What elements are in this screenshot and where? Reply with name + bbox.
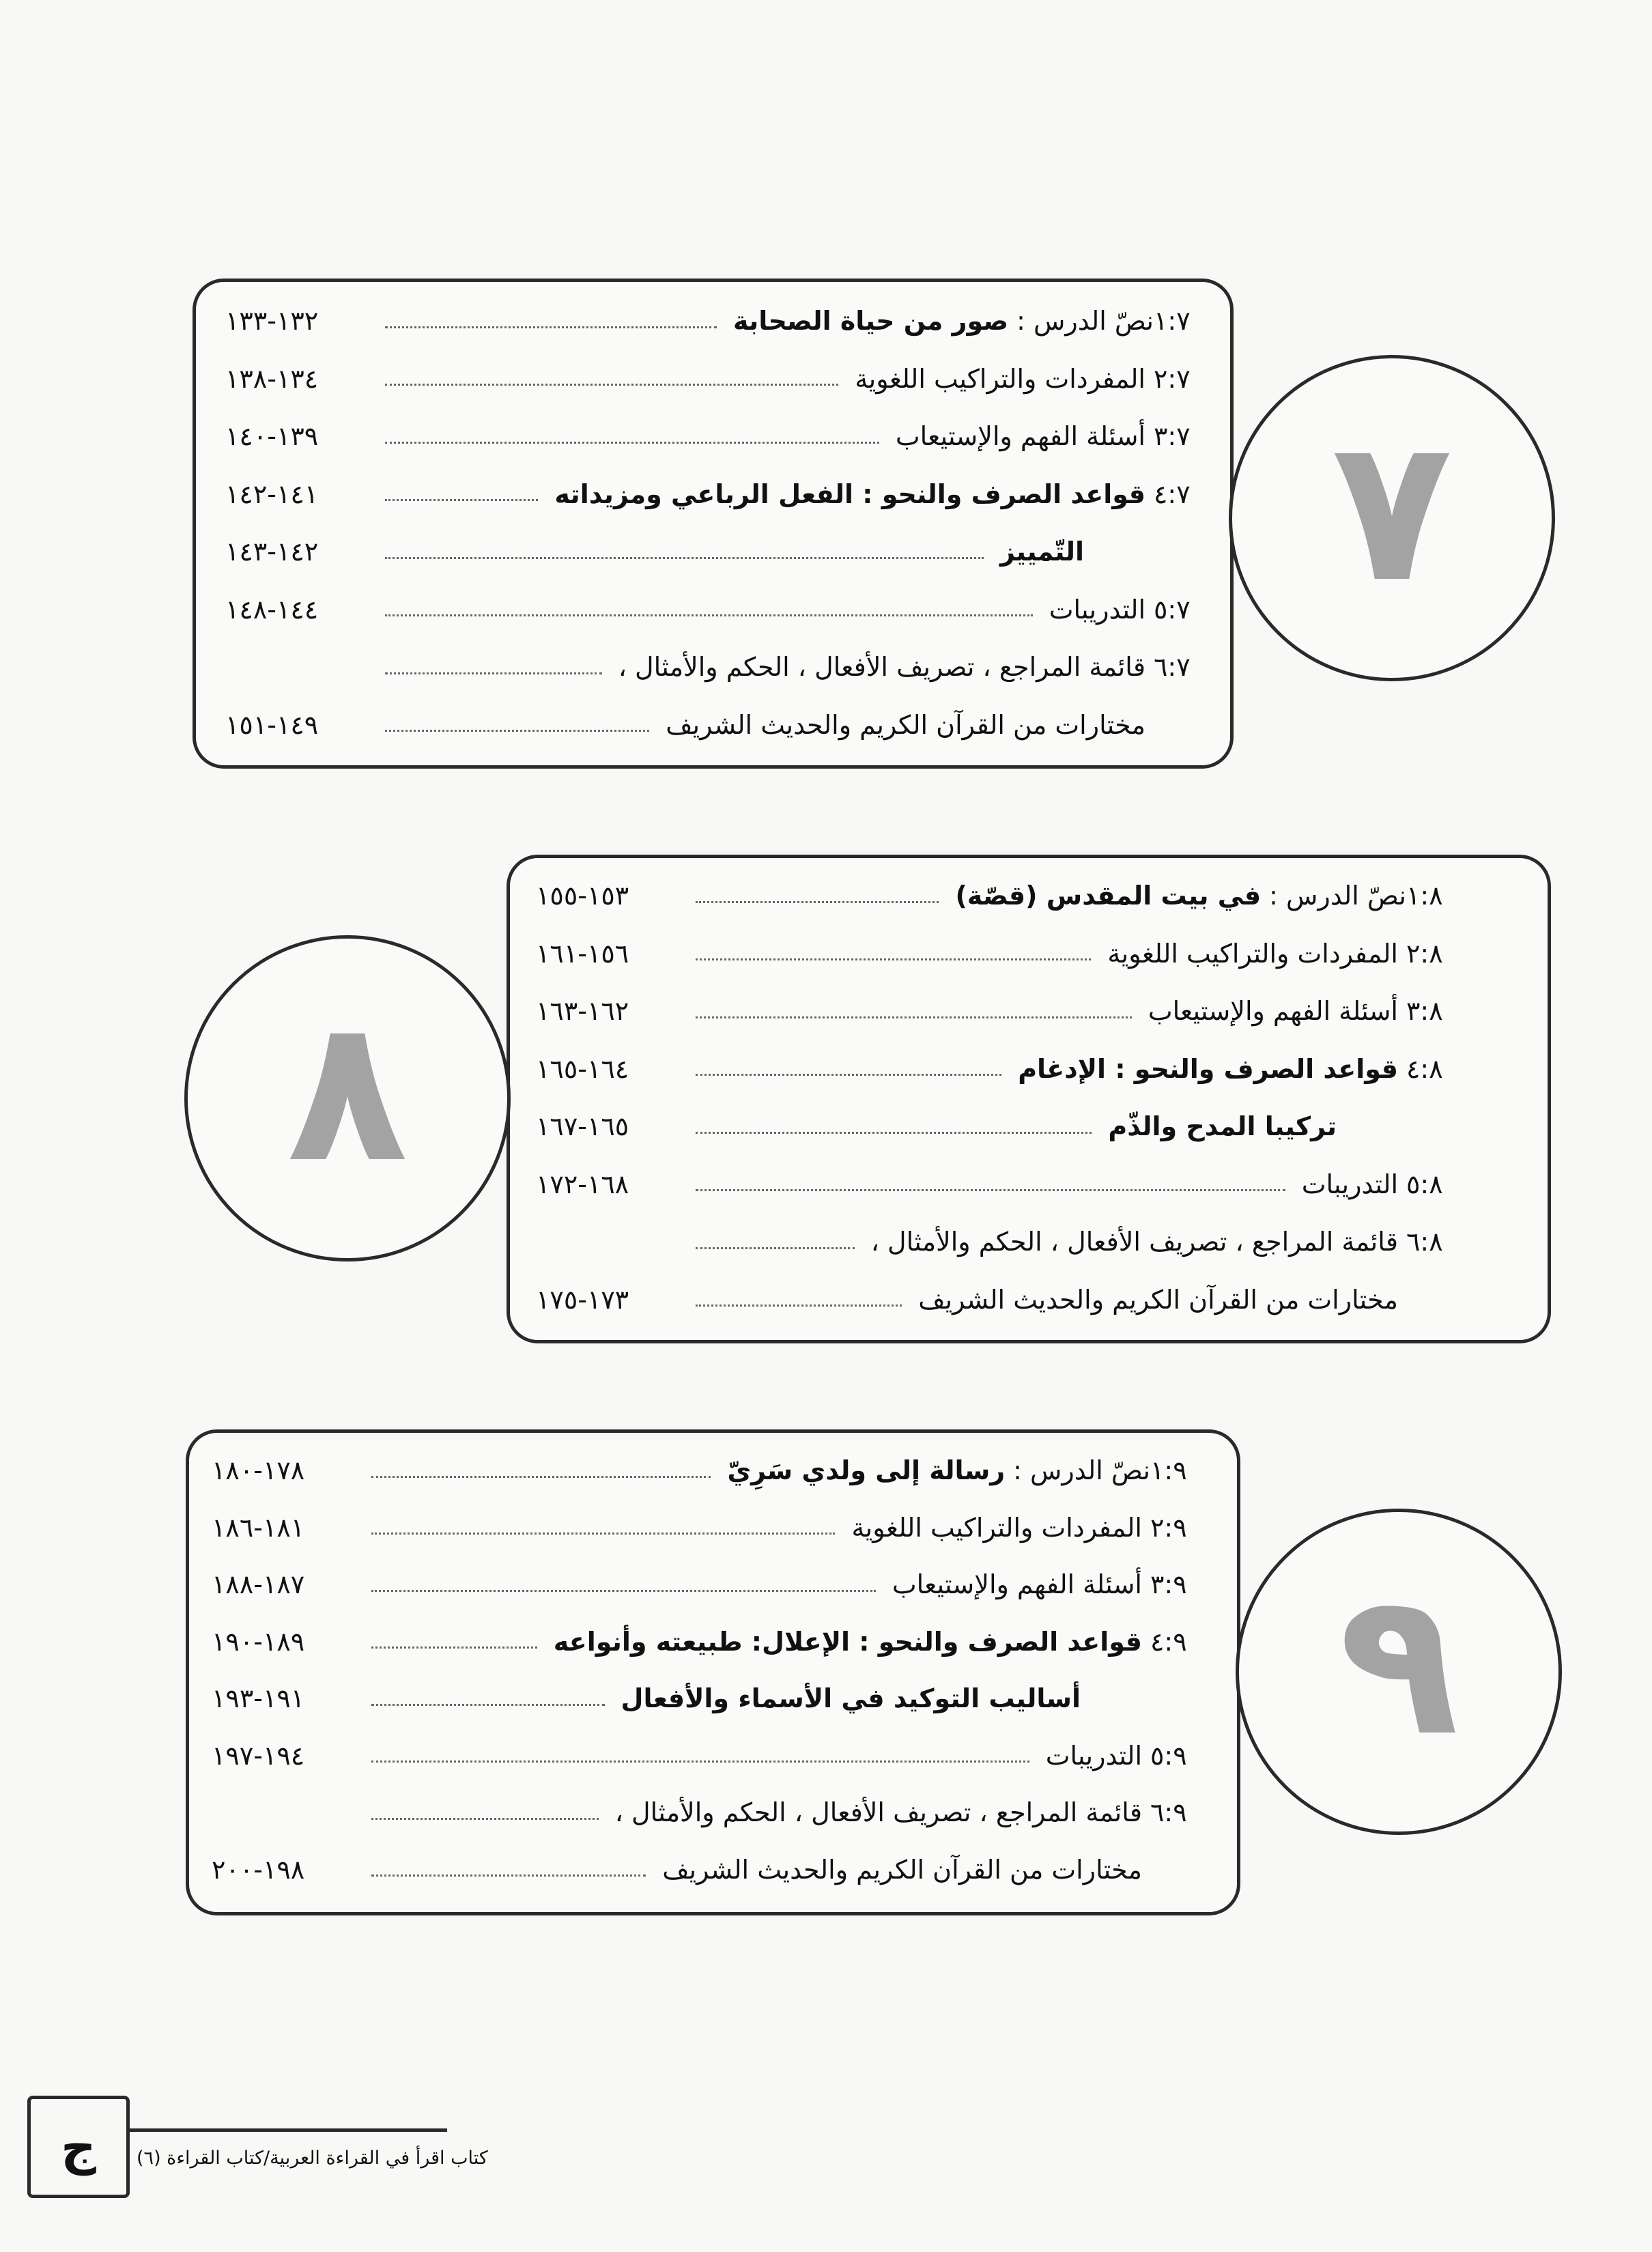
entry-prefix: نصّ الدرس : <box>1013 1455 1150 1485</box>
toc-row[interactable] <box>225 703 1208 747</box>
entry-prefix: نصّ الدرس : <box>1016 306 1154 336</box>
page-range: ١٤٤-١٤٨ <box>225 594 319 625</box>
page-range: ١٤٩-١٥١ <box>225 709 319 740</box>
dot-leader <box>385 614 1033 616</box>
entry-title: أسئلة الفهم والإستيعاب <box>895 421 1145 451</box>
page-range: ١٩٨-٢٠٠ <box>212 1854 305 1885</box>
toc-row[interactable] <box>212 1734 1205 1778</box>
dot-leader <box>385 557 984 559</box>
entry-title: المفردات والتراكيب اللغوية <box>1107 938 1398 969</box>
entry-number: ٤:٨ <box>1406 1053 1443 1084</box>
unit-8-circle <box>184 935 511 1262</box>
entry-title: قواعد الصرف والنحو : الإدغام <box>1018 1053 1398 1084</box>
entry-title: التدريبات <box>1049 594 1145 625</box>
page-letter-box <box>27 2096 130 2198</box>
toc-row[interactable] <box>536 1163 1461 1206</box>
toc-row[interactable] <box>536 1220 1461 1264</box>
dot-leader <box>696 1132 1092 1134</box>
page-range: ١٦٢-١٦٣ <box>536 996 629 1026</box>
toc-row[interactable] <box>212 1791 1205 1834</box>
entry-number: ٣:٨ <box>1406 996 1443 1026</box>
dot-leader <box>385 730 649 732</box>
entry-number: ٤:٩ <box>1150 1626 1187 1657</box>
page-range: ١٦٥-١٦٧ <box>536 1111 629 1141</box>
dot-leader <box>371 1533 835 1535</box>
entry-number: ٦:٧ <box>1154 652 1191 682</box>
entry-title: قائمة المراجع ، تصريف الأفعال ، الحكم والأمثال ، <box>870 1227 1398 1257</box>
entry-title: رسالة إلى ولدي سَرِيّ <box>727 1455 1006 1485</box>
toc-row[interactable] <box>212 1848 1205 1892</box>
unit-7-circle <box>1229 355 1555 681</box>
entry-title: التدريبات <box>1301 1169 1398 1199</box>
toc-row[interactable] <box>212 1449 1205 1492</box>
entry-number: ٢:٨ <box>1406 938 1443 969</box>
entry-number: ٣:٩ <box>1150 1569 1187 1599</box>
dot-leader <box>385 326 717 328</box>
entry-title: التّمييز <box>1000 537 1084 567</box>
toc-row[interactable] <box>212 1563 1205 1606</box>
toc-row[interactable] <box>536 1278 1461 1322</box>
toc-row[interactable] <box>212 1506 1205 1550</box>
page-range: ١٧٣-١٧٥ <box>536 1284 629 1315</box>
dot-leader <box>371 1647 537 1649</box>
entry-title: أسئلة الفهم والإستيعاب <box>1148 996 1398 1026</box>
toc-row[interactable] <box>536 1047 1461 1091</box>
dot-leader <box>696 1247 855 1249</box>
toc-row[interactable] <box>536 989 1461 1033</box>
footer-rule <box>130 2128 447 2132</box>
entry-title: في بيت المقدس (قصّة) <box>955 881 1262 911</box>
page-range: ١٤٢-١٤٣ <box>225 537 319 567</box>
toc-row[interactable] <box>536 932 1461 975</box>
entry-title: أساليب التوكيد في الأسماء والأفعال <box>621 1683 1081 1713</box>
toc-row[interactable] <box>225 472 1208 516</box>
dot-leader <box>371 1476 711 1478</box>
dot-leader <box>371 1590 876 1592</box>
page-range: ١٣٤-١٣٨ <box>225 363 319 394</box>
entry-number: ١:٧ <box>1154 306 1191 336</box>
dot-leader <box>385 499 538 501</box>
dot-leader <box>371 1875 646 1877</box>
entry-title: مختارات من القرآن الكريم والحديث الشريف <box>662 1854 1142 1885</box>
toc-row[interactable] <box>212 1620 1205 1664</box>
toc-row[interactable] <box>225 588 1208 631</box>
dot-leader <box>371 1818 599 1820</box>
page-range: ١٤١-١٤٢ <box>225 479 319 509</box>
dot-leader <box>385 384 838 386</box>
dot-leader <box>696 1016 1132 1018</box>
dot-leader <box>371 1704 605 1706</box>
toc-row[interactable] <box>536 874 1461 917</box>
toc-row[interactable] <box>225 357 1208 401</box>
unit-9-circle <box>1236 1509 1562 1835</box>
page-range: ١٨٧-١٨٨ <box>212 1569 305 1599</box>
dot-leader <box>696 1305 902 1307</box>
page-range: ١٣٢-١٣٣ <box>225 306 319 336</box>
entry-number: ١:٨ <box>1406 881 1443 911</box>
unit-9-box <box>186 1429 1240 1915</box>
entry-title: مختارات من القرآن الكريم والحديث الشريف <box>918 1284 1398 1315</box>
dot-leader <box>696 958 1091 960</box>
page-range: ١٦٨-١٧٢ <box>536 1169 629 1199</box>
toc-row[interactable] <box>225 414 1208 458</box>
dot-leader <box>371 1761 1029 1763</box>
entry-number: ٦:٩ <box>1150 1797 1187 1827</box>
page-range: ١٩٤-١٩٧ <box>212 1740 305 1771</box>
entry-title: المفردات والتراكيب اللغوية <box>855 363 1145 394</box>
toc-row[interactable] <box>212 1677 1205 1720</box>
page-range: ١٥٦-١٦١ <box>536 938 629 969</box>
dot-leader <box>385 672 602 674</box>
entry-number: ٥:٨ <box>1406 1169 1443 1199</box>
entry-number: ٥:٩ <box>1150 1740 1187 1771</box>
entry-title: مختارات من القرآن الكريم والحديث الشريف <box>666 709 1145 740</box>
book-title: كتاب اقرأ في القراءة العربية/كتاب القراءة (٦) <box>137 2148 488 2169</box>
dot-leader <box>696 901 939 903</box>
dot-leader <box>385 442 879 444</box>
entry-number: ٥:٧ <box>1154 594 1191 625</box>
unit-9-number: ٩ <box>1338 1550 1459 1780</box>
entry-number: ٦:٨ <box>1406 1227 1443 1257</box>
page-letter: ج <box>61 2118 96 2176</box>
unit-7-number: ٧ <box>1331 396 1453 626</box>
entry-number: ١:٩ <box>1150 1455 1187 1485</box>
entry-number: ٢:٩ <box>1150 1512 1187 1543</box>
page-range: ١٩١-١٩٣ <box>212 1683 305 1713</box>
unit-8-number: ٨ <box>287 976 408 1206</box>
page-range: ١٨١-١٨٦ <box>212 1512 305 1543</box>
entry-title: المفردات والتراكيب اللغوية <box>851 1512 1142 1543</box>
entry-title: التدريبات <box>1045 1740 1142 1771</box>
toc-row[interactable] <box>225 645 1208 689</box>
page-range: ١٦٤-١٦٥ <box>536 1053 629 1084</box>
entry-prefix: نصّ الدرس : <box>1269 881 1406 911</box>
page-range: ١٧٨-١٨٠ <box>212 1455 305 1485</box>
page-range: ١٣٩-١٤٠ <box>225 421 319 451</box>
dot-leader <box>696 1189 1285 1191</box>
entry-title: قواعد الصرف والنحو : الإعلال: طبيعته وأنواعه <box>553 1626 1142 1657</box>
unit-8-box <box>507 855 1551 1343</box>
toc-row[interactable] <box>225 530 1208 573</box>
toc-row[interactable] <box>225 299 1208 343</box>
entry-title: صور من حياة الصحابة <box>732 306 1009 336</box>
dot-leader <box>696 1074 1001 1076</box>
entry-title: قواعد الصرف والنحو : الفعل الرباعي ومزيداته <box>554 479 1145 509</box>
unit-7-box <box>193 279 1234 769</box>
page-range: ١٨٩-١٩٠ <box>212 1626 305 1657</box>
entry-title: قائمة المراجع ، تصريف الأفعال ، الحكم والأمثال ، <box>614 1797 1142 1827</box>
entry-number: ٤:٧ <box>1154 479 1191 509</box>
entry-number: ٢:٧ <box>1154 363 1191 394</box>
toc-row[interactable] <box>536 1104 1461 1148</box>
entry-title: أسئلة الفهم والإستيعاب <box>892 1569 1142 1599</box>
entry-title: تركيبا المدح والذّم <box>1108 1111 1337 1141</box>
entry-number: ٣:٧ <box>1154 421 1191 451</box>
entry-title: قائمة المراجع ، تصريف الأفعال ، الحكم والأمثال ، <box>618 652 1145 682</box>
page-range: ١٥٣-١٥٥ <box>536 881 629 911</box>
